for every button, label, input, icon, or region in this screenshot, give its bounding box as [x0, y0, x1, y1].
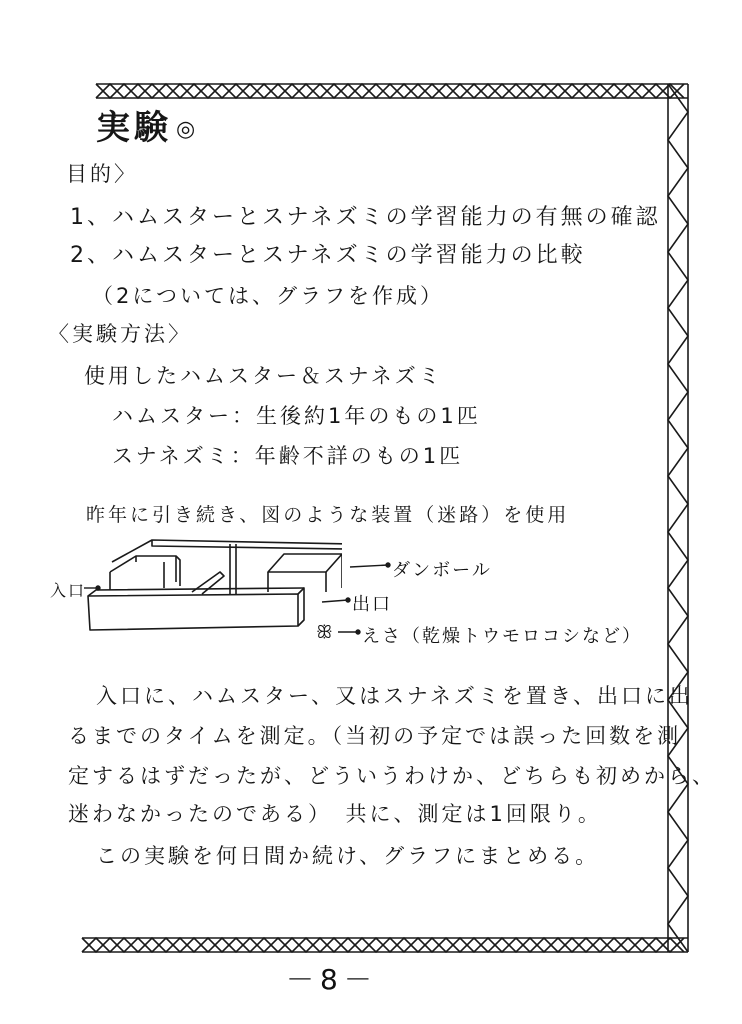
purpose-item-2: 2、ハムスターとスナネズミの学習能力の比較 [70, 243, 586, 268]
diagram-label-exit: 出口 [352, 594, 392, 615]
diagram-label-cardboard: ダンボール [392, 560, 492, 581]
food-icon: ꕥ [316, 622, 335, 643]
method-header: 〈実験方法〉 [48, 322, 192, 346]
body-line-4: 迷わなかったのである） 共に、測定は1回限り。 [68, 802, 602, 826]
purpose-header: 目的〉 [66, 162, 138, 186]
animals-header: 使用したハムスター＆スナネズミ [84, 364, 443, 388]
diagram-label-entrance: 入口 [50, 581, 87, 600]
animal-hamster: ハムスター：生後約1年のもの1匹 [112, 404, 481, 428]
apparatus-intro: 昨年に引き続き、図のような装置（迷路）を使用 [86, 504, 570, 526]
page-number: －8－ [286, 963, 378, 996]
page-title: 実験 ◎ [96, 108, 200, 148]
body-line-1: 入口に、ハムスター、又はスナネズミを置き、出口に出 [96, 684, 694, 708]
diagram-label-food: えさ（乾燥トウモロコシなど） [362, 626, 642, 647]
body-line-3: 定するはずだったが、どういうわけか、どちらも初めから、 [68, 764, 716, 788]
body-line-5: この実験を何日間か続け、グラフにまとめる。 [96, 844, 600, 868]
purpose-note: （2については、グラフを作成） [92, 284, 444, 308]
purpose-item-1: 1、ハムスターとスナネズミの学習能力の有無の確認 [70, 205, 661, 230]
body-line-2: るまでのタイムを測定。（当初の予定では誤った回数を測 [68, 724, 682, 748]
animal-gerbil: スナネズミ：年齢不詳のもの1匹 [112, 444, 464, 468]
title-circle-mark: ◎ [176, 117, 200, 142]
